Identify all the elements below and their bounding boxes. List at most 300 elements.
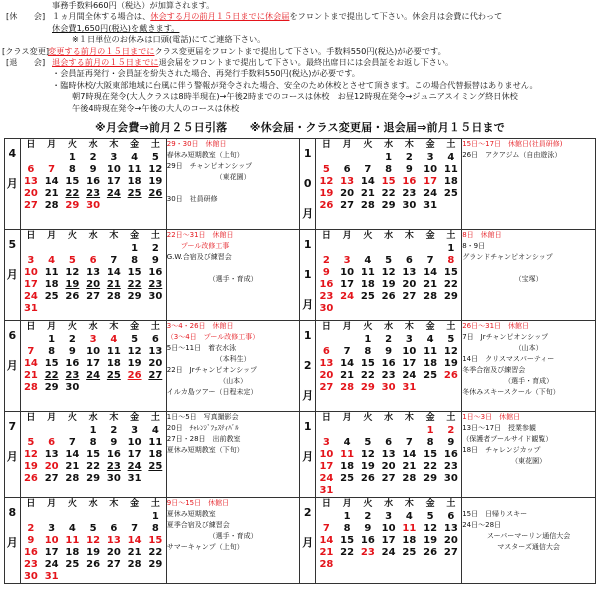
kyukai-daily-note: ※１日単位のお休みは口頭(電話)にてご連絡下さい。 bbox=[72, 34, 266, 45]
day-cell: 6 bbox=[343, 164, 351, 175]
weekday-label: 火 bbox=[363, 499, 373, 509]
empty-day bbox=[21, 152, 42, 164]
event-line: 29・30日 休館日 bbox=[166, 140, 227, 148]
week-row bbox=[316, 176, 461, 188]
empty-day bbox=[41, 303, 62, 315]
weekday-label: 金 bbox=[130, 499, 140, 509]
day-cell: 4 bbox=[110, 334, 118, 345]
day-cell: 15 bbox=[340, 535, 355, 546]
day-cell: 2 bbox=[68, 334, 76, 345]
day-cell: 16 bbox=[65, 358, 80, 369]
empty-day bbox=[124, 511, 145, 523]
weekday-label: 火 bbox=[67, 499, 77, 509]
day-cell: 3 bbox=[48, 523, 56, 534]
day-cell: 2 bbox=[447, 425, 455, 436]
day-cell: 21 bbox=[319, 547, 334, 558]
day-cell: 7 bbox=[343, 346, 351, 357]
day-cell: 20 bbox=[86, 279, 101, 290]
day-cell: 11 bbox=[340, 449, 355, 460]
month-events bbox=[462, 321, 596, 412]
day-cell: 29 bbox=[44, 382, 59, 393]
calendar-row bbox=[5, 139, 596, 230]
day-cell: 7 bbox=[48, 164, 56, 175]
event-line: 24日〜28日 bbox=[462, 521, 502, 529]
kyukai-row bbox=[6, 11, 594, 22]
weekday-label: 水 bbox=[88, 322, 98, 332]
day-cell: 17 bbox=[127, 449, 142, 460]
month-events bbox=[462, 412, 596, 498]
event-line: マスターズ通信大会 bbox=[497, 543, 560, 551]
day-cell: 4 bbox=[426, 334, 434, 345]
week-row bbox=[316, 535, 461, 547]
day-cell: 23 bbox=[148, 279, 163, 290]
day-cell: 11 bbox=[106, 346, 121, 357]
day-cell: 3 bbox=[322, 437, 330, 448]
day-cell: 6 bbox=[151, 334, 159, 345]
week-row bbox=[21, 358, 166, 370]
weekday-label: 土 bbox=[150, 499, 160, 509]
day-cell: 14 bbox=[319, 535, 334, 546]
annual-calendar bbox=[4, 138, 596, 584]
day-cell: 25 bbox=[148, 461, 163, 472]
day-cell: 3 bbox=[89, 334, 97, 345]
weekday-label: 日 bbox=[26, 413, 36, 423]
day-cell: 11 bbox=[65, 535, 80, 546]
day-cell: 10 bbox=[340, 267, 355, 278]
month-events bbox=[166, 412, 300, 498]
empty-day bbox=[41, 511, 62, 523]
weekday-label: 月 bbox=[47, 322, 57, 332]
event-line: 26日〜31日 休館日 bbox=[462, 322, 530, 330]
empty-day bbox=[378, 303, 399, 315]
weekday-label: 土 bbox=[150, 231, 160, 241]
day-cell: 1 bbox=[89, 425, 97, 436]
weekday-label: 水 bbox=[384, 413, 394, 423]
month-days bbox=[20, 498, 166, 584]
empty-day bbox=[145, 200, 166, 212]
empty-day bbox=[41, 425, 62, 437]
day-cell: 11 bbox=[402, 523, 417, 534]
day-cell: 31 bbox=[127, 473, 142, 484]
month-label bbox=[300, 230, 316, 321]
day-cell: 12 bbox=[381, 267, 396, 278]
day-cell: 3 bbox=[343, 255, 351, 266]
event-line: 3〜4・26日 休館日 bbox=[166, 322, 234, 330]
day-cell: 1 bbox=[364, 334, 372, 345]
week-row bbox=[316, 279, 461, 291]
weekday-label: 土 bbox=[446, 322, 456, 332]
day-cell: 14 bbox=[23, 358, 38, 369]
day-cell: 23 bbox=[23, 559, 38, 570]
event-line: 15日 日帰りスキー bbox=[462, 510, 528, 518]
event-line: 夏休み短期教室（下旬） bbox=[166, 446, 244, 454]
day-cell: 28 bbox=[65, 473, 80, 484]
day-cell: 20 bbox=[443, 535, 458, 546]
weekday-header bbox=[21, 321, 166, 334]
day-cell: 30 bbox=[319, 303, 334, 314]
day-cell: 1 bbox=[151, 511, 159, 522]
month-events bbox=[166, 230, 300, 321]
week-row bbox=[21, 152, 166, 164]
empty-day bbox=[358, 425, 379, 437]
empty-day bbox=[440, 559, 461, 571]
day-cell: 19 bbox=[381, 279, 396, 290]
day-grid bbox=[316, 230, 461, 315]
day-cell: 22 bbox=[360, 370, 375, 381]
weekday-label: 土 bbox=[446, 499, 456, 509]
weekday-label: 月 bbox=[342, 231, 352, 241]
day-cell: 4 bbox=[48, 255, 56, 266]
weekday-label: 木 bbox=[404, 322, 414, 332]
day-cell: 8 bbox=[151, 523, 159, 534]
weekday-header bbox=[21, 139, 166, 152]
empty-day bbox=[337, 485, 358, 497]
week-row bbox=[316, 559, 461, 571]
weekday-label: 金 bbox=[425, 231, 435, 241]
taikai-red: 退会する前月の１５日までに bbox=[52, 57, 159, 68]
day-cell: 21 bbox=[402, 461, 417, 472]
day-cell: 9 bbox=[447, 437, 455, 448]
week-row bbox=[316, 473, 461, 485]
weekday-label: 日 bbox=[321, 231, 331, 241]
day-cell: 10 bbox=[423, 164, 438, 175]
day-cell: 16 bbox=[148, 267, 163, 278]
event-line: 1日〜5日 写真撮影会 bbox=[166, 413, 239, 421]
day-cell: 23 bbox=[319, 291, 334, 302]
weekday-label: 日 bbox=[321, 413, 331, 423]
empty-day bbox=[337, 303, 358, 315]
month-text: 4月 bbox=[6, 147, 18, 190]
day-cell: 14 bbox=[44, 176, 59, 187]
day-cell: 27 bbox=[340, 200, 355, 211]
day-cell: 25 bbox=[402, 547, 417, 558]
event-line: 8日 休館日 bbox=[462, 231, 502, 239]
day-cell: 27 bbox=[443, 547, 458, 558]
kyukai-text-a: １ヵ月間全休する場合は、 bbox=[52, 11, 151, 22]
empty-day bbox=[21, 425, 42, 437]
day-cell: 30 bbox=[381, 382, 396, 393]
day-cell: 15 bbox=[423, 449, 438, 460]
month-label bbox=[5, 498, 21, 584]
day-cell: 8 bbox=[447, 255, 455, 266]
weekday-label: 火 bbox=[363, 140, 373, 150]
day-cell: 25 bbox=[340, 473, 355, 484]
event-line: （東花園） bbox=[215, 173, 251, 181]
weekday-label: 水 bbox=[384, 140, 394, 150]
week-row bbox=[316, 334, 461, 346]
empty-day bbox=[124, 571, 145, 583]
day-cell: 25 bbox=[65, 559, 80, 570]
day-cell: 16 bbox=[443, 449, 458, 460]
month-text: 12月 bbox=[302, 329, 314, 402]
week-row bbox=[21, 425, 166, 437]
day-cell: 24 bbox=[340, 291, 355, 302]
week-row bbox=[21, 535, 166, 547]
day-cell: 8 bbox=[364, 346, 372, 357]
day-cell: 21 bbox=[423, 279, 438, 290]
day-cell: 29 bbox=[360, 382, 375, 393]
event-line: 夏休み短期教室 bbox=[166, 510, 216, 518]
weekday-header bbox=[21, 230, 166, 243]
day-cell: 16 bbox=[23, 547, 38, 558]
empty-day bbox=[103, 303, 124, 315]
weekday-label: 火 bbox=[67, 322, 77, 332]
weekday-label: 木 bbox=[109, 231, 119, 241]
day-cell: 17 bbox=[86, 358, 101, 369]
event-line: 18日 チャレンジカップ bbox=[462, 446, 541, 454]
weekday-label: 金 bbox=[425, 322, 435, 332]
week-row bbox=[21, 449, 166, 461]
weekday-label: 月 bbox=[342, 413, 352, 423]
weekday-label: 日 bbox=[26, 499, 36, 509]
day-cell: 2 bbox=[364, 511, 372, 522]
month-text: 1月 bbox=[302, 420, 314, 463]
day-cell: 26 bbox=[23, 473, 38, 484]
event-line: 1日〜3日 休館日 bbox=[462, 413, 521, 421]
week-row bbox=[21, 559, 166, 571]
day-cell: 19 bbox=[127, 358, 142, 369]
day-cell: 6 bbox=[89, 255, 97, 266]
day-cell: 30 bbox=[106, 473, 121, 484]
day-cell: 28 bbox=[23, 382, 38, 393]
day-grid bbox=[21, 321, 166, 394]
month-text: 10月 bbox=[302, 147, 314, 220]
empty-day bbox=[316, 511, 337, 523]
day-cell: 21 bbox=[106, 279, 121, 290]
week-row bbox=[316, 291, 461, 303]
day-cell: 28 bbox=[106, 291, 121, 302]
weekday-label: 火 bbox=[363, 413, 373, 423]
empty-day bbox=[83, 571, 104, 583]
day-cell: 3 bbox=[131, 425, 139, 436]
empty-day bbox=[83, 382, 104, 394]
weekday-header bbox=[316, 498, 461, 511]
calendar-row bbox=[5, 412, 596, 498]
day-cell: 7 bbox=[405, 437, 413, 448]
day-grid bbox=[316, 498, 461, 571]
day-cell: 7 bbox=[364, 164, 372, 175]
class-change-label: [クラス変更] bbox=[2, 45, 50, 56]
taikai-label: [退 会] bbox=[6, 57, 46, 68]
event-line: 30日 社員研修 bbox=[166, 195, 218, 203]
day-cell: 1 bbox=[68, 152, 76, 163]
empty-day bbox=[358, 243, 379, 255]
empty-day bbox=[399, 303, 420, 315]
day-cell: 17 bbox=[423, 176, 438, 187]
weekday-label: 木 bbox=[404, 413, 414, 423]
day-cell: 11 bbox=[360, 267, 375, 278]
weekday-label: 月 bbox=[342, 499, 352, 509]
day-cell: 25 bbox=[106, 370, 121, 381]
month-label bbox=[5, 230, 21, 321]
month-label bbox=[5, 139, 21, 230]
day-cell: 2 bbox=[385, 334, 393, 345]
day-cell: 15 bbox=[360, 358, 375, 369]
day-cell: 9 bbox=[27, 535, 35, 546]
day-cell: 15 bbox=[44, 358, 59, 369]
month-events bbox=[462, 139, 596, 230]
weekday-label: 金 bbox=[130, 413, 140, 423]
day-cell: 3 bbox=[405, 334, 413, 345]
day-cell: 10 bbox=[127, 437, 142, 448]
week-row bbox=[316, 511, 461, 523]
month-days bbox=[316, 230, 462, 321]
day-cell: 13 bbox=[319, 358, 334, 369]
empty-day bbox=[378, 425, 399, 437]
event-line: イルカ島ツアー（日程未定） bbox=[166, 388, 258, 396]
week-row bbox=[21, 511, 166, 523]
day-cell: 8 bbox=[131, 255, 139, 266]
empty-day bbox=[358, 152, 379, 164]
month-text: 6月 bbox=[6, 329, 18, 372]
day-cell: 5 bbox=[364, 437, 372, 448]
empty-day bbox=[124, 200, 145, 212]
weekday-label: 水 bbox=[384, 499, 394, 509]
day-cell: 19 bbox=[423, 535, 438, 546]
day-cell: 12 bbox=[319, 176, 334, 187]
empty-day bbox=[316, 425, 337, 437]
event-line: （選手・育成） bbox=[208, 275, 258, 283]
day-cell: 14 bbox=[127, 535, 142, 546]
day-cell: 27 bbox=[402, 291, 417, 302]
day-cell: 13 bbox=[86, 267, 101, 278]
week-row bbox=[21, 437, 166, 449]
week-row bbox=[21, 200, 166, 212]
day-cell: 20 bbox=[381, 461, 396, 472]
weekday-label: 火 bbox=[67, 413, 77, 423]
day-cell: 1 bbox=[447, 243, 455, 254]
class-change-row bbox=[2, 45, 594, 57]
day-cell: 14 bbox=[402, 449, 417, 460]
week-row bbox=[316, 461, 461, 473]
month-label bbox=[300, 321, 316, 412]
day-cell: 25 bbox=[44, 291, 59, 302]
day-cell: 21 bbox=[127, 547, 142, 558]
weekday-label: 金 bbox=[425, 140, 435, 150]
day-cell: 1 bbox=[48, 334, 56, 345]
day-cell: 18 bbox=[443, 176, 458, 187]
day-cell: 12 bbox=[423, 523, 438, 534]
month-days bbox=[316, 412, 462, 498]
rules-section bbox=[2, 0, 594, 114]
day-cell: 8 bbox=[68, 164, 76, 175]
day-cell: 21 bbox=[23, 370, 38, 381]
day-cell: 25 bbox=[443, 188, 458, 199]
event-line: （本科生） bbox=[215, 355, 251, 363]
note-reissue: ・会員証再発行・会員証を紛失された場合、再発行手数料550円(税込)が必要です。 bbox=[52, 68, 360, 79]
weekday-header bbox=[21, 412, 166, 425]
empty-day bbox=[83, 511, 104, 523]
day-cell: 13 bbox=[402, 267, 417, 278]
day-cell: 16 bbox=[319, 279, 334, 290]
month-text: 2月 bbox=[302, 506, 314, 549]
day-cell: 5 bbox=[131, 334, 139, 345]
day-cell: 29 bbox=[127, 291, 142, 302]
day-cell: 12 bbox=[443, 346, 458, 357]
day-cell: 27 bbox=[381, 473, 396, 484]
weekday-label: 土 bbox=[446, 231, 456, 241]
week-row bbox=[21, 461, 166, 473]
weekday-header bbox=[21, 498, 166, 511]
month-events bbox=[166, 498, 300, 584]
day-cell: 15 bbox=[65, 176, 80, 187]
day-cell: 13 bbox=[106, 535, 121, 546]
week-row bbox=[316, 303, 461, 315]
event-line: 20日 ﾁｬﾚﾝｼﾞﾌｪｽﾃｨﾊﾞﾙ bbox=[166, 424, 239, 432]
day-cell: 2 bbox=[27, 523, 35, 534]
weekday-label: 金 bbox=[425, 413, 435, 423]
weekday-label: 水 bbox=[88, 499, 98, 509]
empty-day bbox=[103, 200, 124, 212]
day-cell: 26 bbox=[423, 547, 438, 558]
day-cell: 1 bbox=[343, 511, 351, 522]
weekday-label: 木 bbox=[404, 231, 414, 241]
weekday-label: 日 bbox=[26, 140, 36, 150]
empty-day bbox=[21, 243, 42, 255]
day-grid bbox=[21, 498, 166, 583]
month-label bbox=[300, 498, 316, 584]
empty-day bbox=[145, 382, 166, 394]
weekday-label: 木 bbox=[404, 140, 414, 150]
day-cell: 15 bbox=[127, 267, 142, 278]
empty-day bbox=[62, 303, 83, 315]
day-cell: 22 bbox=[443, 279, 458, 290]
day-cell: 2 bbox=[405, 152, 413, 163]
empty-day bbox=[145, 571, 166, 583]
empty-day bbox=[62, 425, 83, 437]
day-cell: 23 bbox=[106, 461, 121, 472]
empty-day bbox=[399, 425, 420, 437]
day-cell: 26 bbox=[360, 473, 375, 484]
day-cell: 30 bbox=[402, 200, 417, 211]
empty-day bbox=[62, 571, 83, 583]
event-line: サマーキャンプ（上旬） bbox=[166, 543, 244, 551]
empty-day bbox=[440, 485, 461, 497]
day-cell: 20 bbox=[148, 358, 163, 369]
month-days bbox=[316, 321, 462, 412]
day-cell: 31 bbox=[423, 200, 438, 211]
day-cell: 19 bbox=[360, 461, 375, 472]
month-events bbox=[166, 321, 300, 412]
empty-day bbox=[83, 303, 104, 315]
empty-day bbox=[316, 152, 337, 164]
event-line: （保護者プールサイド観覧） bbox=[462, 435, 553, 443]
calendar-row bbox=[5, 498, 596, 584]
day-cell: 1 bbox=[426, 425, 434, 436]
event-line: グランドチャンピオンシップ bbox=[462, 253, 553, 261]
event-line: 5日〜11日 着衣水泳 bbox=[166, 344, 237, 352]
weekday-label: 木 bbox=[109, 140, 119, 150]
weekday-label: 日 bbox=[321, 140, 331, 150]
week-row bbox=[21, 243, 166, 255]
day-cell: 18 bbox=[148, 449, 163, 460]
day-cell: 26 bbox=[65, 291, 80, 302]
weekday-label: 木 bbox=[404, 499, 414, 509]
weekday-label: 水 bbox=[88, 140, 98, 150]
day-cell: 30 bbox=[443, 473, 458, 484]
event-line: （山本） bbox=[514, 344, 543, 352]
event-line: 22日 Jrチャンピオンシップ bbox=[166, 366, 258, 374]
day-cell: 19 bbox=[86, 547, 101, 558]
day-cell: 7 bbox=[426, 255, 434, 266]
week-row bbox=[21, 382, 166, 394]
day-cell: 5 bbox=[27, 437, 35, 448]
empty-day bbox=[41, 243, 62, 255]
weekday-label: 土 bbox=[150, 413, 160, 423]
day-cell: 11 bbox=[127, 164, 142, 175]
week-row bbox=[316, 437, 461, 449]
week-row bbox=[316, 346, 461, 358]
